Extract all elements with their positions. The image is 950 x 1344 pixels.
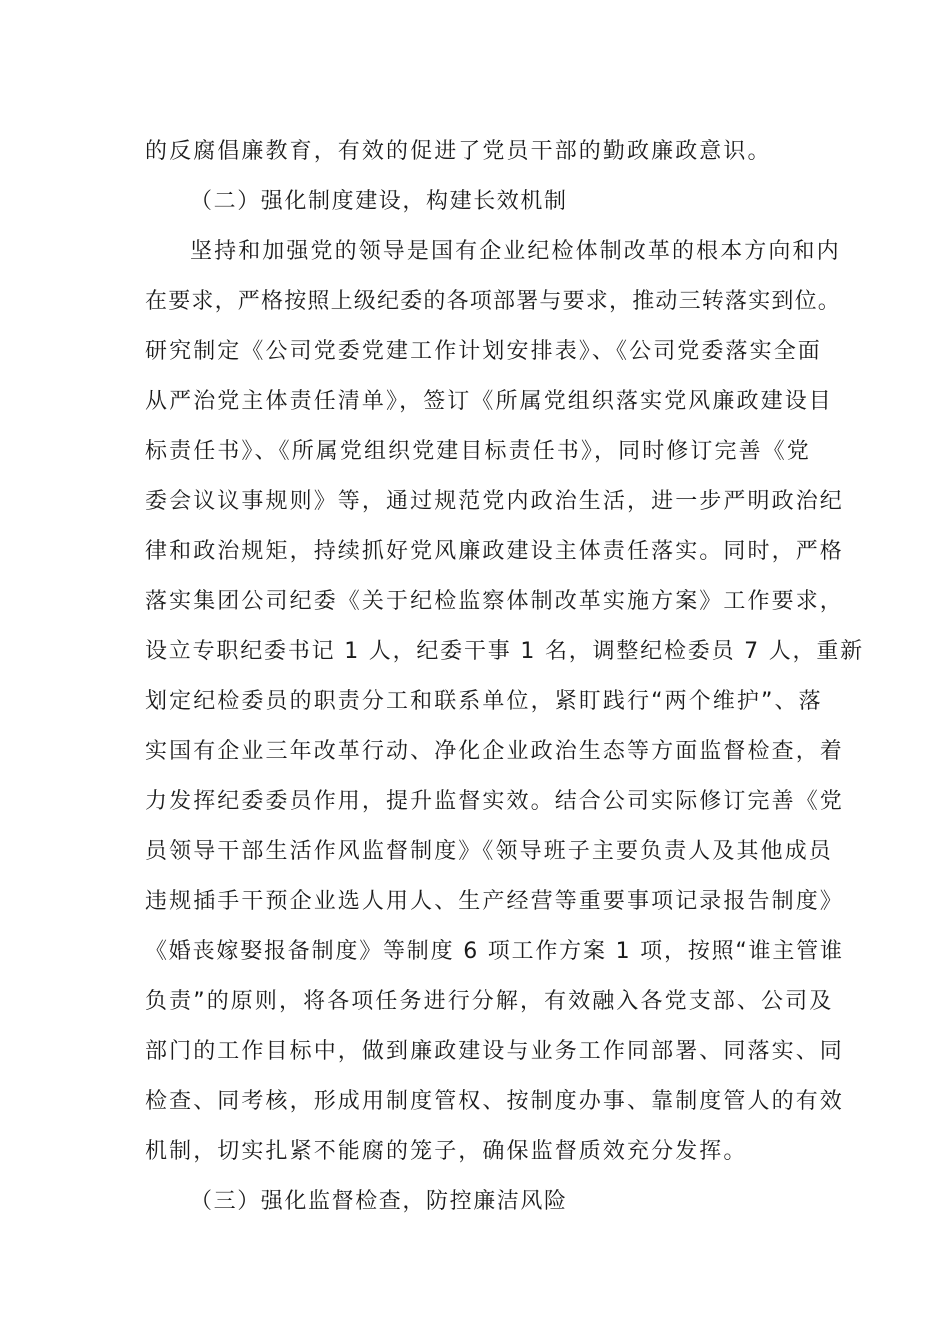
paragraph-line: 机制，切实扎紧不能腐的笼子，确保监督质效充分发挥。	[145, 1139, 748, 1164]
paragraph-line: 负责”的原则，将各项任务进行分解，有效融入各党支部、公司及	[145, 989, 834, 1014]
paragraph-line: 设立专职纪委书记 1 人，纪委干事 1 名，调整纪检委员 7 人，重新	[145, 639, 864, 664]
section-heading: （三）强化监督检查，防控廉洁风险	[190, 1189, 568, 1214]
paragraph-line: 落实集团公司纪委《关于纪检监察体制改革实施方案》工作要求，	[145, 589, 844, 614]
paragraph-line: 实国有企业三年改革行动、净化企业政治生态等方面监督检查，着	[145, 739, 844, 764]
paragraph-line: 部门的工作目标中，做到廉政建设与业务工作同部署、同落实、同	[145, 1039, 844, 1064]
paragraph-line: 坚持和加强党的领导是国有企业纪检体制改革的根本方向和内	[190, 239, 841, 264]
paragraph-line: 员领导干部生活作风监督制度》《领导班子主要负责人及其他成员	[145, 839, 833, 864]
paragraph-line: 《婚丧嫁娶报备制度》等制度 6 项工作方案 1 项，按照“谁主管谁	[145, 939, 844, 964]
paragraph-line: 的反腐倡廉教育，有效的促进了党员干部的勤政廉政意识。	[145, 139, 772, 164]
paragraph-line: 检查、同考核，形成用制度管权、按制度办事、靠制度管人的有效	[145, 1089, 844, 1114]
paragraph-line: 违规插手干预企业选人用人、生产经营等重要事项记录报告制度》	[145, 889, 844, 914]
paragraph-line: 委会议议事规则》等，通过规范党内政治生活，进一步严明政治纪	[145, 489, 844, 514]
paragraph-line: 划定纪检委员的职责分工和联系单位，紧盯践行“两个维护”、落	[145, 689, 823, 714]
paragraph-line: 力发挥纪委委员作用，提升监督实效。结合公司实际修订完善《党	[145, 789, 844, 814]
section-heading: （二）强化制度建设，构建长效机制	[190, 189, 568, 214]
paragraph-line: 从严治党主体责任清单》，签订《所属党组织落实党风廉政建设目	[145, 389, 833, 414]
paragraph-line: 标责任书》、《所属党组织党建目标责任书》，同时修订完善《党	[145, 439, 811, 464]
paragraph-line: 研究制定《公司党委党建工作计划安排表》、《公司党委落实全面	[145, 339, 822, 364]
paragraph-line: 在要求，严格按照上级纪委的各项部署与要求，推动三转落实到位。	[145, 289, 842, 314]
paragraph-line: 律和政治规矩，持续抓好党风廉政建设主体责任落实。同时，严格	[145, 539, 844, 564]
